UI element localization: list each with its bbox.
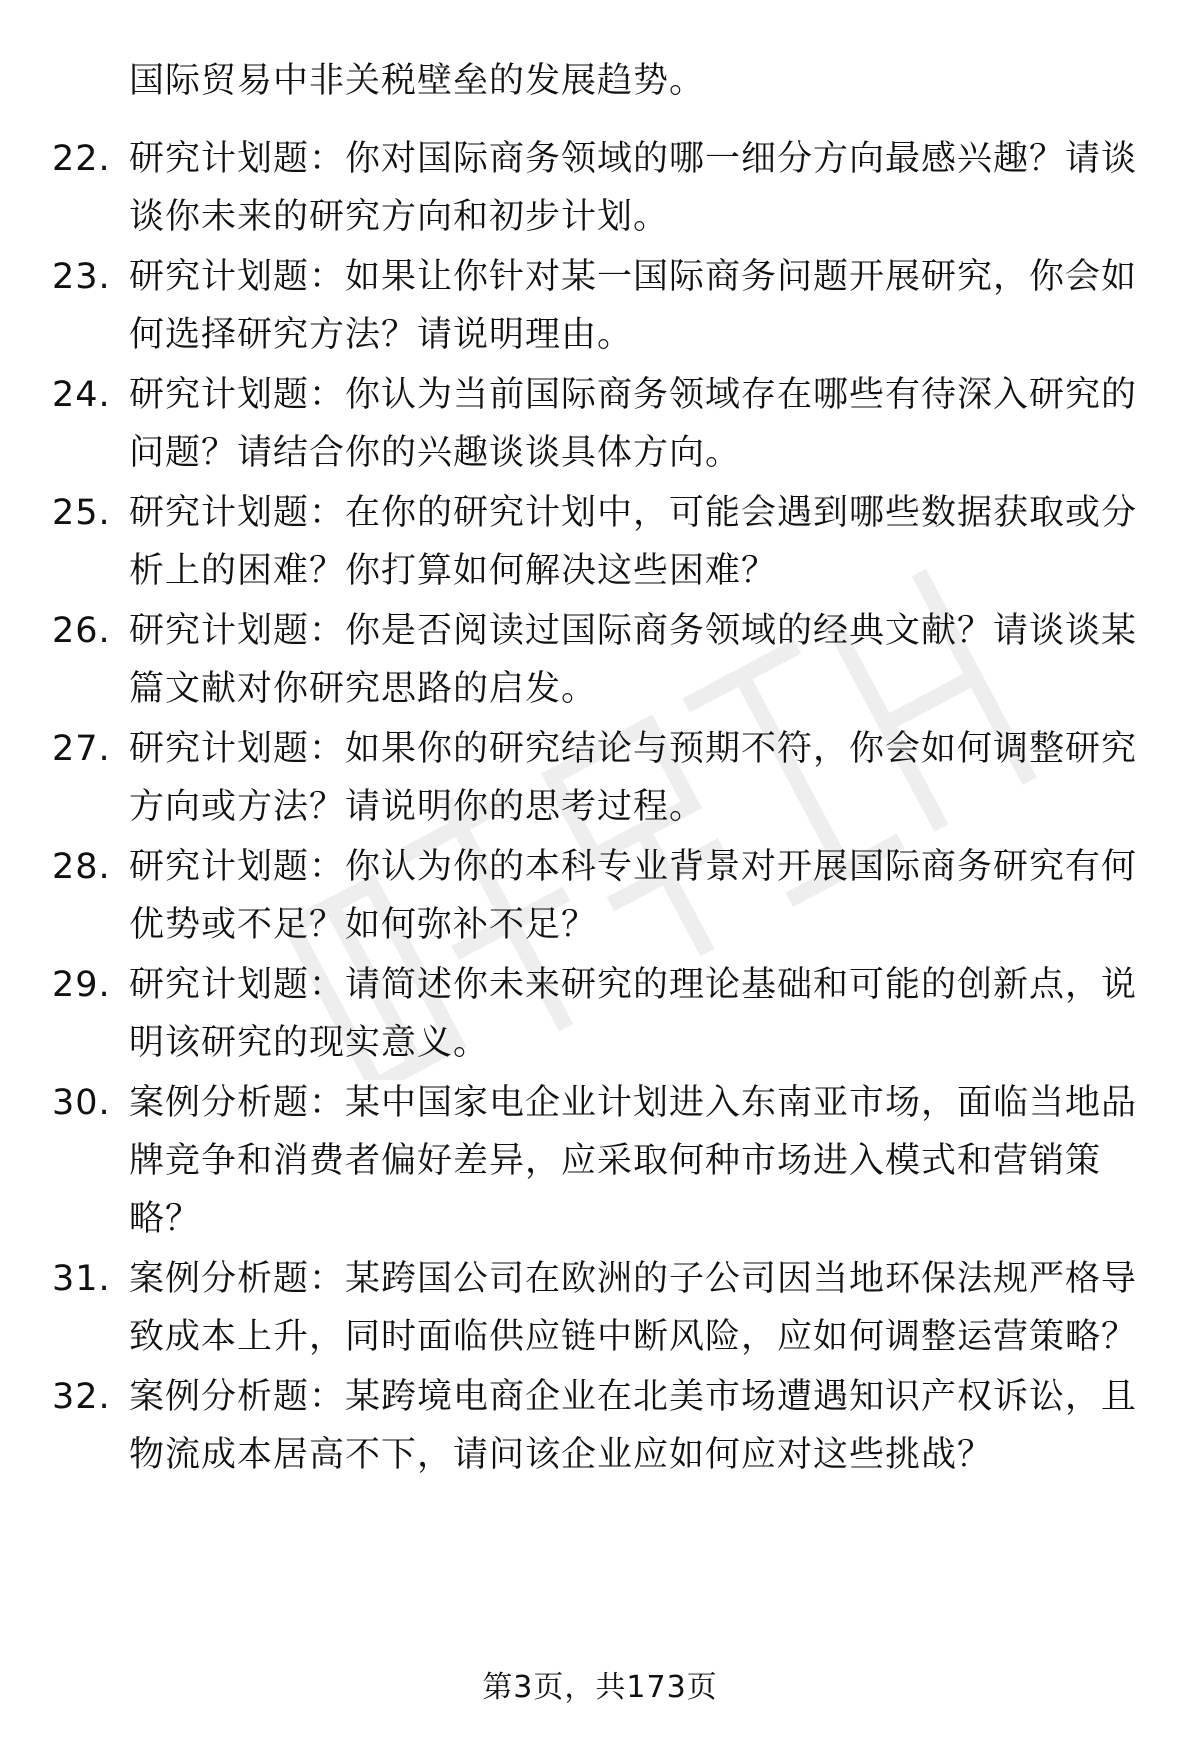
question-number: 24.	[52, 375, 111, 415]
question-text: 研究计划题：你认为你的本科专业背景对开展国际商务研究有何优势或不足？如何弥补不足？	[129, 847, 1138, 945]
question-text: 研究计划题：如果让你针对某一国际商务问题开展研究，你会如何选择研究方法？请说明理由。	[129, 257, 1138, 355]
question-number: 30.	[52, 1083, 111, 1123]
question-number: 27.	[52, 729, 111, 769]
question-number: 29.	[52, 965, 111, 1005]
question-text: 研究计划题：如果你的研究结论与预期不符，你会如何调整研究方向或方法？请说明你的思考过程。	[129, 729, 1138, 827]
question-text: 案例分析题：某跨境电商企业在北美市场遭遇知识产权诉讼，且物流成本居高不下，请问该企业应如何应对这些挑战？	[129, 1377, 1138, 1475]
question-text: 案例分析题：某中国家电企业计划进入东南亚市场，面临当地品牌竞争和消费者偏好差异，应采取何种市场进入模式和营销策略？	[129, 1083, 1138, 1239]
question-number: 23.	[52, 257, 111, 297]
question-number: 25.	[52, 493, 111, 533]
page-number: 第3页，共173页	[482, 1670, 718, 1705]
question-text: 研究计划题：你认为当前国际商务领域存在哪些有待深入研究的问题？请结合你的兴趣谈谈具体方向。	[129, 375, 1138, 473]
continued-question-text: 国际贸易中非关税壁垒的发展趋势。	[129, 61, 706, 101]
question-number: 32.	[52, 1377, 111, 1417]
question-number: 22.	[52, 139, 111, 179]
question-number: 28.	[52, 847, 111, 887]
question-text: 案例分析题：某跨国公司在欧洲的子公司因当地环保法规严格导致成本上升，同时面临供应链中断风险，应如何调整运营策略？	[129, 1259, 1138, 1357]
question-text: 研究计划题：请简述你未来研究的理论基础和可能的创新点，说明该研究的现实意义。	[129, 965, 1138, 1063]
question-number: 31.	[52, 1259, 111, 1299]
question-text: 研究计划题：你对国际商务领域的哪一细分方向最感兴趣？请谈谈你未来的研究方向和初步计划。	[129, 139, 1138, 237]
question-text: 研究计划题：在你的研究计划中，可能会遇到哪些数据获取或分析上的困难？你打算如何解决这些困难？	[129, 493, 1138, 591]
question-text: 研究计划题：你是否阅读过国际商务领域的经典文献？请谈谈某篇文献对你研究思路的启发。	[129, 611, 1138, 709]
question-number: 26.	[52, 611, 111, 651]
list-item	[0, 1074, 1200, 1254]
list-item	[0, 1368, 1200, 1548]
